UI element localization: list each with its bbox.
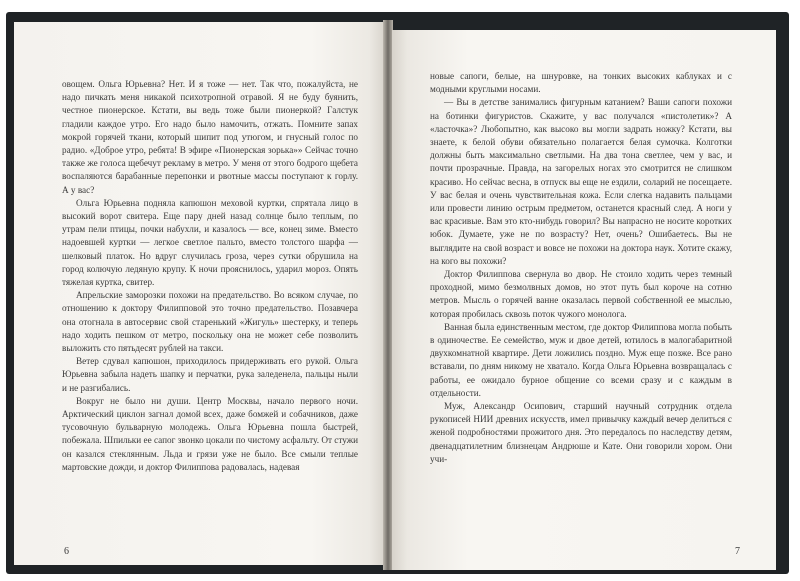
left-paragraph-5: Вокруг не было ни души. Центр Москвы, начало первого ночи. Арктический циклон загнал домой всех, даже бомжей и собачников, даже тусовочную бульварную молодежь. Ольга Юрьевна пошла быстрей, побежала. Шпильки ее сапог звонко цокали по чистому асфальту. От стужи он казался стеклянным. Льда и грязи уже не было. Все смыли теплые мартовские дожди, и доктор Филиппова радовалась, надевая (62, 395, 358, 472)
right-paragraph-3: Доктор Филиппова свернула во двор. Не стоило ходить через темный проходной, мимо безмолвных домов, но этот путь был короче на сотню метров. Мысль о горячей ванне оказалась первой собственной ее мыслью, которая пробилась сквозь поток чужого монолога. (430, 269, 732, 319)
left-paragraph-1: овощем. Ольга Юрьевна? Нет. И я тоже — нет. Так что, пожалуйста, не надо пичкать меня никакой психотропной отравой. Я не буду буянить, честное пионерское. Кстати, вы ведь тоже были пионеркой? Галстук гладили каждое утро. Его надо было намочить, отжать. Помните запах мокрой горячей ткани, который шипит под утюгом, и гнусный голос по радио. «Доброе утро, ребята! В эфире «Пионерская зорька»» Сейчас точно также же голоса щебечут рекламу в метро. У меня от этого бодрого щебета воспаляются барабанные перепонки и рвотные массы поступают к горлу. А у вас? (62, 79, 358, 195)
left-page-number: 6 (64, 546, 69, 557)
right-paragraph-4: Ванная была единственным местом, где доктор Филиппова могла побыть в одиночестве. Ее семейство, муж и двое детей, ютилось в малогабаритной двухкомнатной квартире. Дети ложились поздно. Муж еще позже. Все рано вставали, по дням никому не хватало. Когда Ольга Юрьевна возвращалась с работы, ее ожидало бурное общение со всеми сразу и с каждым в отдельности. (430, 321, 732, 398)
right-page-number: 7 (735, 546, 740, 557)
right-paragraph-2: — Вы в детстве занимались фигурным катанием? Ваши сапоги похожи на ботинки фигуристов. Скажите, у вас получался «пистолетик»? А «ласточка»? Любопытно, как высоко вы могли задрать ножку? Кстати, вы знаете, к белой обуви обязательно полагается белая сумочка. Колготки должны быть максимально светлыми. На два тона светлее, чем у вас, и почти прозрачные. Правда, на загорелых ногах это смотрится не слишком красиво. Но сейчас весна, в отпуск вы еще не ездили, соларий не посещаете. У вас белая и очень чувствительная кожа. Если слегка надавить пальцами или провести линию острым предметом, останется красный след. А ноги у вас красивые. Вам это кто-нибудь говорил? Вы напрасно не носите коротких юбок. Думаете, уже не по возрасту? Нет, очень? Ошибаетесь. Вы не выглядите на свой возраст и вовсе не похожи на доктора наук. Хотите скажу, на кого вы похожи? (430, 97, 732, 266)
left-page (14, 22, 384, 565)
left-paragraph-4: Ветер сдувал капюшон, приходилось придерживать его рукой. Ольга Юрьевна забыла надеть шапку и перчатки, рука заледенела, пальцы ныли и не разгибались. (62, 356, 358, 393)
right-paragraph-1: новые сапоги, белые, на шнуровке, на тонких высоких каблуках и с модными круглыми носами. (430, 71, 732, 95)
left-page-text (62, 78, 358, 474)
left-paragraph-2: Ольга Юрьевна подняла капюшон меховой куртки, спрятала лицо в высокий ворот свитера. Еще пару дней назад солнце было теплым, по утрам пели птицы, почки набухли, и казалось — все, конец зиме. Вместо надоевшей куртки — легкое светлое пальто, вместо толстого шарфа — шелковый платок. Но вдруг случилась гроза, через сутки обрушила на город колючую ледяную крупу. К ночи прояснилось, ударил мороз. Опять тяжелая куртка, свитер. (62, 197, 358, 288)
right-page-text (430, 70, 732, 466)
right-paragraph-5: Муж, Александр Осипович, старший научный сотрудник отдела рукописей НИИ древних искусств, имел привычку каждый вечер делиться с женой подробностями прожитого дня. Это передалось по наследству детям, двенадцатилетним близнецам Андрюше и Кате. Они говорили хором. Они учи- (430, 401, 732, 464)
left-paragraph-3: Апрельские заморозки похожи на предательство. Во всяком случае, по отношению к доктору Филипповой это точно предательство. Позавчера она отогнала в автосервис свой старенький «Жигуль» шестерку, и теперь надо ходить пешком от метро, поскольку она не может себе позволить выложить сто пятьдесят рублей на такси. (62, 290, 358, 354)
right-page (392, 30, 776, 570)
